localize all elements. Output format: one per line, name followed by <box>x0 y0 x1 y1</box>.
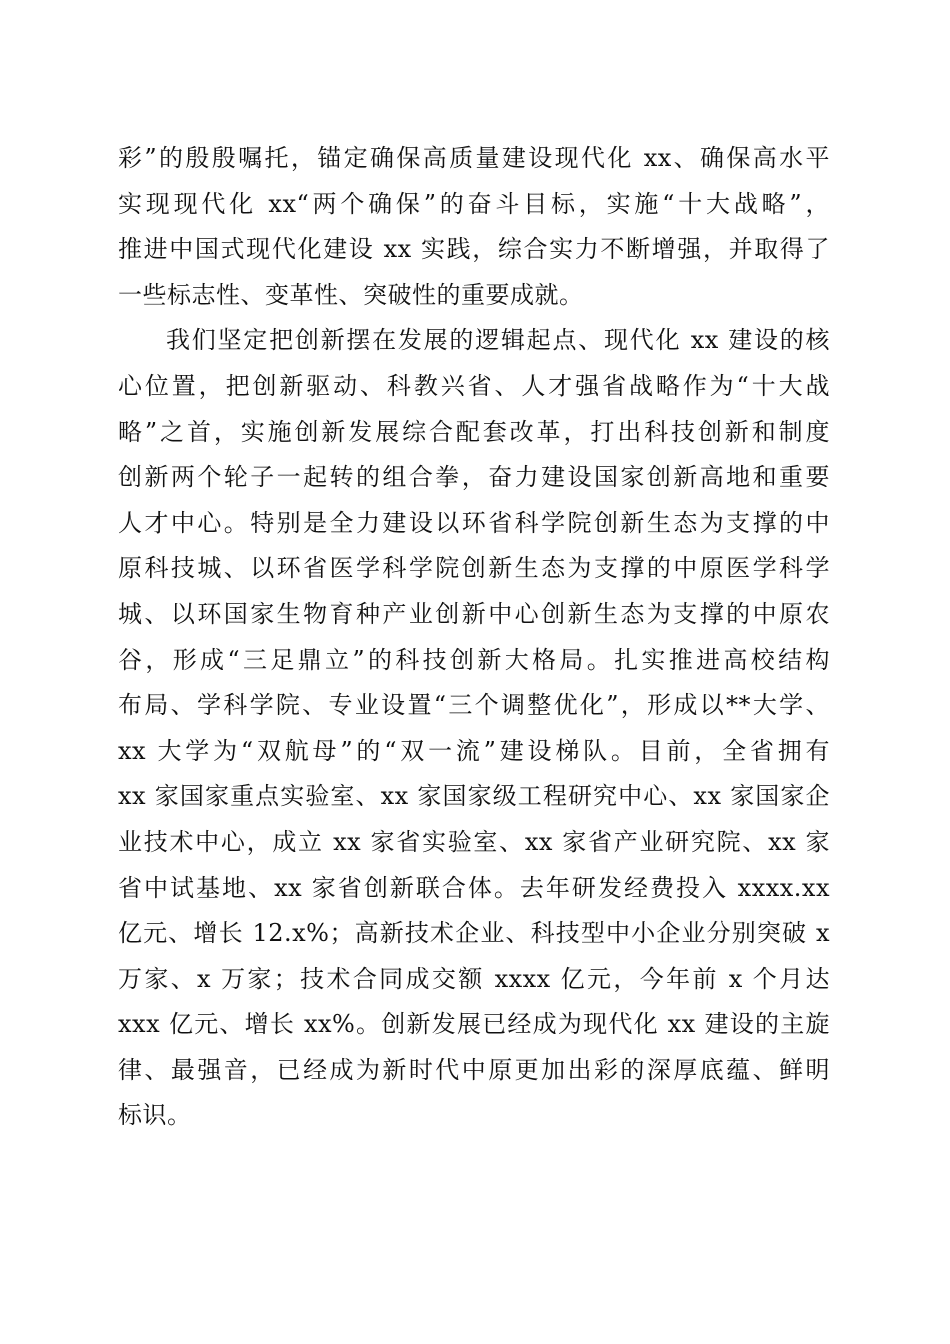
paragraph-2-line-13: 省中试基地、xx 家省创新联合体。去年研发经费投入 xxxx.xx <box>118 873 830 902</box>
paragraph-1-line-4: 一些标志性、变革性、突破性的重要成就。 <box>118 280 584 309</box>
paragraph-2-line-2: 心位置，把创新驱动、科教兴省、人才强省战略作为“十大战 <box>118 371 830 400</box>
paragraph-1-line-1: 彩”的殷殷嘱托，锚定确保高质量建设现代化 xx、确保高水平 <box>118 144 830 172</box>
paragraph-2-line-7: 城、以环国家生物育种产业创新中心创新生态为支撑的中原农 <box>118 599 830 628</box>
paragraph-2-line-9: 布局、学科学院、专业设置“三个调整优化”，形成以**大学、 <box>118 691 830 720</box>
paragraph-2-line-3: 略”之首，实施创新发展综合配套改革，打出科技创新和制度 <box>118 417 830 446</box>
paragraph-2-line-5: 人才中心。特别是全力建设以环省科学院创新生态为支撑的中 <box>118 508 830 537</box>
paragraph-2-line-18: 标识。 <box>118 1101 192 1130</box>
paragraph-2-line-1: 我们坚定把创新摆在发展的逻辑起点、现代化 xx 建设的核 <box>166 326 830 355</box>
paragraph-2-line-6: 原科技城、以环省医学科学院创新生态为支撑的中原医学科学 <box>118 554 830 583</box>
paragraph-2-line-10: xx 大学为“双航母”的“双一流”建设梯队。目前，全省拥有 <box>118 736 830 765</box>
paragraph-2-line-15: 万家、x 万家；技术合同成交额 xxxx 亿元，今年前 x 个月达 <box>118 964 830 993</box>
paragraph-1-line-2: 实现现代化 xx“两个确保”的奋斗目标，实施“十大战略”， <box>118 189 830 218</box>
paragraph-1-line-3: 推进中国式现代化建设 xx 实践，综合实力不断增强，并取得了 <box>118 235 830 264</box>
paragraph-2-line-8: 谷，形成“三足鼎立”的科技创新大格局。扎实推进高校结构 <box>118 645 830 674</box>
paragraph-2-line-16: xxx 亿元、增长 xx%。创新发展已经成为现代化 xx 建设的主旋 <box>118 1010 830 1039</box>
paragraph-2-line-17: 律、最强音，已经成为新时代中原更加出彩的深厚底蕴、鲜明 <box>118 1055 830 1084</box>
paragraph-2-line-14: 亿元、增长 12.x%；高新技术企业、科技型中小企业分别突破 x <box>118 919 830 948</box>
paragraph-2-line-11: xx 家国家重点实验室、xx 家国家级工程研究中心、xx 家国家企 <box>118 782 830 811</box>
paragraph-2-line-4: 创新两个轮子一起转的组合拳，奋力建设国家创新高地和重要 <box>118 463 830 492</box>
body-text <box>118 136 830 1139</box>
paragraph-2-line-12: 业技术中心，成立 xx 家省实验室、xx 家省产业研究院、xx 家 <box>118 827 830 856</box>
